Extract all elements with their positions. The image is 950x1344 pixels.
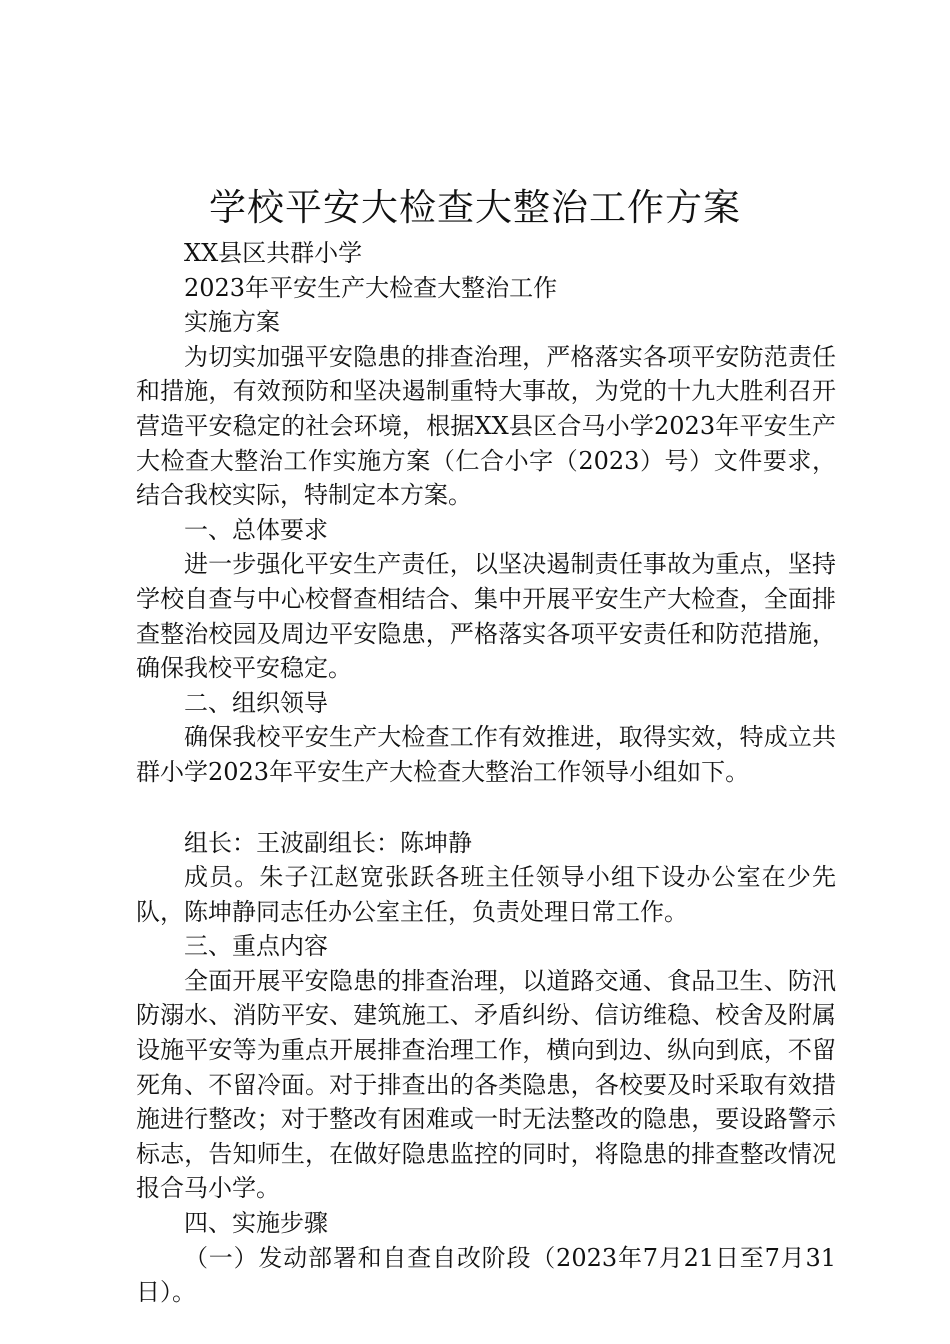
leadership-paragraph: 确保我校平安生产大检查工作有效推进，取得实效，特成立共群小学2023年平安生产大检查大整治工作领导小组如下。 — [136, 723, 836, 786]
key-content-paragraph: 全面开展平安隐患的排查治理，以道路交通、食品卫生、防汛防溺水、消防平安、建筑施工、矛盾纠纷、信访维稳、校舍及附属设施平安等为重点开展排查治理工作，横向到边、纵向到底，不留死角、不留冷面。对于排查出的各类隐患，各校要及时采取有效措施进行整改；对于整改有困难或一时无法整改的隐患，要设路警示标志，告知师生，在做好隐患监控的同时，将隐患的排查整改情况报合马小学。 — [136, 966, 836, 1203]
members-paragraph: 成员。朱子江赵宽张跃各班主任领导小组下设办公室在少先队，陈坤静同志任办公室主任，负责处理日常工作。 — [136, 863, 836, 926]
section-heading-leadership: 二、组织领导 — [184, 688, 328, 717]
document-body — [136, 236, 836, 1310]
plan-label-line: 实施方案 — [184, 308, 280, 337]
section-heading-key-content: 三、重点内容 — [184, 932, 328, 961]
general-requirements-paragraph: 进一步强化平安生产责任，以坚决遏制责任事故为重点，坚持学校自查与中心校督查相结合、集中开展平安生产大检查，全面排查整治校园及周边平安隐患，严格落实各项平安责任和防范措施，确保我校平安稳定。 — [136, 550, 836, 683]
intro-paragraph: 为切实加强平安隐患的排查治理，严格落实各项平安防范责任和措施，有效预防和坚决遏制重特大事故，为党的十九大胜利召开营造平安稳定的社会环境，根据XX县区合马小学2023年平安生产大检查大整治工作实施方案（仁合小字（2023）号）文件要求，结合我校实际，特制定本方案。 — [136, 342, 836, 510]
paragraph-spacer — [136, 790, 836, 826]
subtitle-line: 2023年平安生产大检查大整治工作 — [184, 273, 558, 302]
leader-line: 组长：王波副组长：陈坤静 — [184, 828, 472, 857]
section-heading-general: 一、总体要求 — [184, 515, 328, 544]
step-one-paragraph: （一）发动部署和自查自改阶段（2023年7月21日至7月31日）。 — [136, 1243, 836, 1307]
section-heading-steps: 四、实施步骤 — [184, 1209, 328, 1238]
school-name-line: XX县区共群小学 — [184, 239, 363, 267]
document-title: 学校平安大检查大整治工作方案 — [209, 186, 741, 229]
